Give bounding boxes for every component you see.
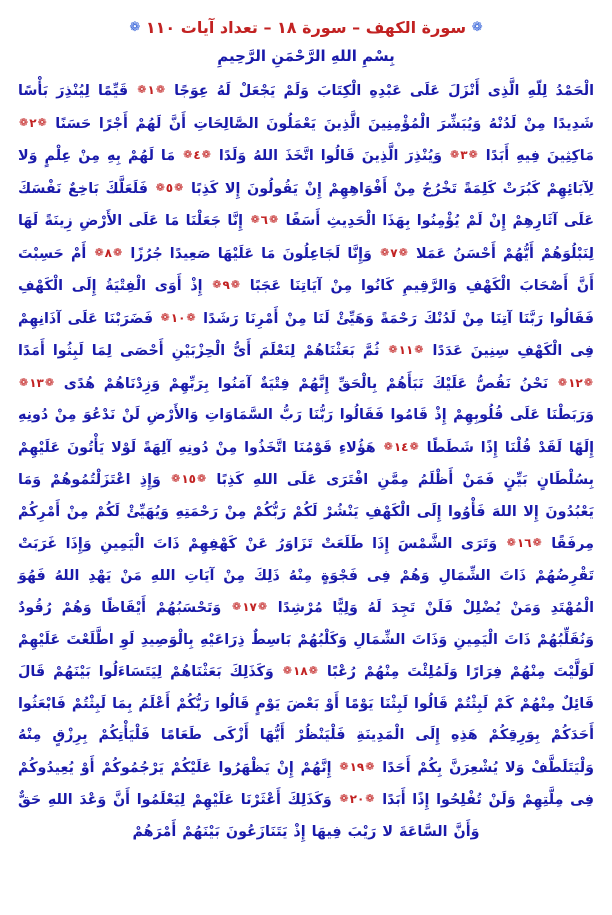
verse-text: قَيِّمًا لِيُنْذِرَ بَأْسًا شَدِيدًا مِنْ لَدُنْهُ وَيُبَشِّرَ الْمُؤْمِنِينَ الَّذِينَ يَعْمَلُونَ الصَّالِحَاتِ أَنَّ لَهُمْ أَجْرًا حَسَنًا bbox=[18, 83, 594, 132]
ayah-number: ١٠ bbox=[170, 310, 186, 325]
ayah-ornament-icon: ❁ bbox=[365, 792, 375, 805]
verse-text: وَتَرَى الشَّمْسَ إِذَا طَلَعَتْ تَزَاوَرُ عَنْ كَهْفِهِمْ ذَاتَ الْيَمِينِ وَإِذَا غَرَبَتْ تَقْرِضُهُمْ ذَاتَ الشِّمَالِ وَهُمْ فِى فَجْوَةٍ مِنْهُ ذَلِكَ مِنْ آيَاتِ اللهِ مَنْ يَهْدِ اللهُ فَهُوَ الْمُهْتَدِ وَمَنْ يُضْلِلْ فَلَنْ تَجِدَ لَهُ وَلِيًّا مُرْشِدًا bbox=[18, 536, 595, 616]
ornament-icon: ❁ bbox=[471, 20, 483, 35]
ayah-ornament-icon: ❁ bbox=[174, 180, 184, 194]
ayah-number: ٢ bbox=[29, 115, 37, 130]
ayah-number-marker bbox=[183, 139, 211, 172]
ayah-ornament-icon: ❁ bbox=[171, 472, 181, 485]
verse-text: وَإِذِ اعْتَزَلْتُمُوهُمْ وَمَا يَعْبُدُونَ إِلا اللهَ فَأْوُوا إِلَى الْكَهْفِ يَنْشُرْ لَكُمْ رَبُّكُمْ مِنْ رَحْمَتِهِ وَيُهَيِّئْ لَكُمْ مِنْ أَمْرِكُمْ مِرفَقًا bbox=[18, 472, 595, 552]
ayah-number-marker bbox=[94, 237, 122, 270]
ayah-ornament-icon: ❁ bbox=[212, 278, 222, 291]
ayah-number: ٣ bbox=[460, 148, 468, 162]
surah-header-text: سورة الكهف – سورة ١٨ – تعداد آيات ١١٠ bbox=[145, 18, 467, 37]
ayah-ornament-icon: ❁ bbox=[37, 115, 47, 129]
ayah-ornament-icon: ❁ bbox=[183, 148, 193, 161]
ayah-number: ٦ bbox=[260, 213, 268, 227]
ayah-ornament-icon: ❁ bbox=[257, 600, 268, 613]
ayah-ornament-icon: ❁ bbox=[94, 245, 104, 259]
ayah-number: ١٦ bbox=[516, 536, 532, 550]
ayah-number: ٨ bbox=[104, 245, 112, 260]
verse-text: أَمْ حَسِبْتَ أَنَّ أَصْحَابَ الْكَهْفِ وَالرَّقِيمِ كَانُوا مِنْ آيَاتِنَا عَجَبًا bbox=[18, 245, 594, 294]
verse-text: وَكَذَلِكَ بَعَثْنَاهُمْ لِيَتَسَاءَلُوا بَيْنَهُمْ قَالَ قَائِلٌ مِنْهُمْ كَمْ لَبِثْتُمْ قَالُوا لَبِثْنَا يَوْمًا أَوْ بَعْضَ يَوْمٍ قَالُوا رَبُّكُمْ أَعْلَمُ بِمَا لَبِثْتُمْ فَابْعَثُوا أَحَدَكُمْ بِوَرِقِكُمْ هَذِهِ إِلَى الْمَدِينَةِ فَلْيَنْظُرْ أَيُّهَا أَزْكَى طَعَامًا فَلْيَأْتِكُمْ بِرِزْقٍ مِنْهُ وَلْيَتَلَطَّفْ وَلا يُشْعِرَنَّ بِكُمْ أَحَدًا bbox=[18, 664, 594, 776]
ayah-ornament-icon: ❁ bbox=[19, 115, 29, 129]
ayah-ornament-icon: ❁ bbox=[468, 148, 478, 161]
ayah-number: ١٤ bbox=[393, 439, 409, 454]
ayah-number-marker bbox=[19, 107, 47, 140]
ayah-ornament-icon: ❁ bbox=[414, 343, 424, 356]
ayah-number: ٢٠ bbox=[349, 792, 365, 806]
ayah-number: ٤ bbox=[193, 148, 201, 162]
verse-text: وَرَبَطْنَا عَلَى قُلُوبِهِمْ إِذْ قَامُوا فَقَالُوا رَبُّنَا رَبُّ السَّمَاوَاتِ وَالأَرْضِ لَنْ نَدْعُوَ مِنْ دُونِهِ إِلَهًا لَقَدْ قُلْنَا إِذًا شَطَطًا bbox=[18, 407, 595, 456]
verse-text: ثُمَّ بَعَثْنَاهُمْ لِنَعْلَمَ أَىُّ الْحِزْبَيْنِ أَحْصَى لِمَا لَبِثُوا أَمَدًا bbox=[18, 343, 380, 359]
ayah-number-marker bbox=[232, 591, 267, 624]
ayah-ornament-icon: ❁ bbox=[532, 536, 542, 549]
ayah-number-marker bbox=[558, 367, 593, 400]
ayah-ornament-icon: ❁ bbox=[339, 759, 349, 773]
ayah-number: ١١ bbox=[398, 343, 414, 357]
ayah-number: ١٥ bbox=[181, 472, 196, 486]
ayah-ornament-icon: ❁ bbox=[201, 148, 211, 161]
ayah-ornament-icon: ❁ bbox=[365, 759, 375, 773]
ayah-ornament-icon: ❁ bbox=[230, 278, 241, 291]
ayah-ornament-icon: ❁ bbox=[186, 310, 196, 324]
ayah-ornament-icon: ❁ bbox=[231, 600, 242, 613]
ayah-ornament-icon: ❁ bbox=[398, 245, 408, 259]
ayah-number: ٩ bbox=[222, 278, 230, 292]
ornament-icon: ❁ bbox=[129, 20, 141, 35]
verse-text: إِنَّهُمْ إِنْ يَظْهَرُوا عَلَيْكُمْ يَرْجُمُوكُمْ أَوْ يُعِيدُوكُمْ فِى مِلَّتِهِمْ وَلَنْ تُفْلِحُوا إِذًا أَبَدًا bbox=[18, 759, 594, 808]
ayah-ornament-icon: ❁ bbox=[339, 792, 349, 805]
ayah-ornament-icon: ❁ bbox=[388, 343, 398, 356]
ayah-ornament-icon: ❁ bbox=[250, 213, 260, 226]
ayah-number-marker bbox=[339, 783, 374, 816]
ayah-number: ١٣ bbox=[29, 375, 44, 390]
verse-text: فَلَعَلَّكَ بَاخِعٌ نَفْسَكَ عَلَى آثَارِهِمْ إِنْ لَمْ يُؤْمِنُوا بِهَذَا الْحَدِيثِ أَسَفًا bbox=[18, 180, 594, 229]
ayah-number-marker bbox=[161, 302, 196, 335]
ayah-ornament-icon: ❁ bbox=[449, 148, 460, 161]
ayah-number-marker bbox=[450, 139, 478, 172]
ayah-number-marker bbox=[19, 367, 54, 400]
ayah-number-marker bbox=[283, 655, 318, 688]
surah-header bbox=[18, 18, 594, 37]
ayah-ornament-icon: ❁ bbox=[409, 439, 419, 453]
verses-container bbox=[18, 75, 594, 848]
ayah-number-marker bbox=[388, 334, 423, 367]
ayah-number-marker bbox=[384, 431, 419, 464]
ayah-number-marker bbox=[339, 751, 374, 784]
ayah-ornament-icon: ❁ bbox=[19, 375, 29, 389]
ayah-number: ١٨ bbox=[293, 664, 308, 678]
ayah-ornament-icon: ❁ bbox=[308, 664, 318, 677]
verse-text: إِنَّا جَعَلْنَا مَا عَلَى الأَرْضِ زِينَةً لَهَا لِنَبْلُوَهُمْ أَيُّهُمْ أَحْسَنُ عَمَلا bbox=[18, 213, 595, 262]
ayah-number-marker bbox=[380, 237, 408, 270]
verse-text: وَتَحْسَبُهُمْ أَيْقَاظًا وَهُمْ رُقُودٌ وَنُقَلِّبُهُمْ ذَاتَ الْيَمِينِ وَذَاتَ الشِّمَالِ وَكَلْبُهُمْ بَاسِطٌ ذِرَاعَيْهِ بِالْوَصِيدِ لَوِ اطَّلَعْتَ عَلَيْهِمْ لَوَلَّيْتَ مِنْهُمْ فِرَارًا وَلَمُلِئْتَ مِنْهُمْ رُعْبًا bbox=[18, 600, 595, 680]
ayah-number-marker bbox=[507, 527, 542, 560]
ayah-number-marker bbox=[171, 463, 206, 496]
verse-text: الْحَمْدُ لِلّهِ الَّذِى أَنْزَلَ عَلَى عَبْدِهِ الْكِتَابَ وَلَمْ يَجْعَلْ لَهُ عِوَجًا bbox=[174, 83, 594, 99]
ayah-ornament-icon: ❁ bbox=[380, 245, 390, 259]
verse-text: وَيُنْذِرَ الَّذِينَ قَالُوا اتَّخَذَ اللهُ وَلَدًا bbox=[218, 148, 442, 164]
verse-text: إِذْ أَوَى الْفِتْيَةُ إِلَى الْكَهْفِ فَقَالُوا رَبَّنَا آتِنَا مِنْ لَدُنْكَ رَحْمَةً وَهَيِّئْ لَنَا مِنْ أَمْرِنَا رَشَدًا bbox=[18, 278, 594, 327]
basmala: بِسْمِ اللهِ الرَّحْمَنِ الرَّحِيمِ bbox=[217, 47, 395, 65]
ayah-number: ١٩ bbox=[349, 759, 365, 774]
ayah-ornament-icon: ❁ bbox=[196, 472, 207, 485]
ayah-ornament-icon: ❁ bbox=[137, 83, 147, 96]
ayah-ornament-icon: ❁ bbox=[160, 310, 170, 324]
ayah-number-marker bbox=[137, 74, 165, 107]
verse-text: هَؤُلاءِ قَوْمُنَا اتَّخَذُوا مِنْ دُونِهِ آلِهَةً لَوْلا يَأْتُونَ عَلَيْهِمْ بِسُلْطَانٍ بَيِّنٍ فَمَنْ أَظْلَمُ مِمَّنِ افْتَرَى عَلَى اللهِ كَذِبًا bbox=[18, 439, 595, 488]
ayah-ornament-icon: ❁ bbox=[44, 375, 55, 389]
ayah-number-marker bbox=[212, 269, 240, 302]
ayah-ornament-icon: ❁ bbox=[155, 180, 165, 194]
ayah-number-marker bbox=[250, 204, 278, 237]
ayah-ornament-icon: ❁ bbox=[282, 664, 292, 677]
ayah-number: ٥ bbox=[165, 180, 174, 195]
ayah-ornament-icon: ❁ bbox=[557, 375, 568, 389]
ayah-number: ١ bbox=[147, 83, 155, 97]
ayah-ornament-icon: ❁ bbox=[113, 245, 123, 259]
verse-text: مَا لَهُمْ بِهِ مِنْ عِلْمٍ وَلا لِآبَائِهِمْ كَبُرَتْ كَلِمَةً تَخْرُجُ مِنْ أَفْوَاهِهِمْ إِنْ يَقُولُونَ إِلا كَذِبًا bbox=[18, 148, 594, 197]
ayah-number: ١٧ bbox=[242, 600, 257, 614]
ayah-ornament-icon: ❁ bbox=[506, 536, 516, 549]
verse-text: مَاكِثِينَ فِيهِ أَبَدًا bbox=[485, 148, 594, 164]
ayah-ornament-icon: ❁ bbox=[155, 83, 166, 96]
ayah-ornament-icon: ❁ bbox=[383, 439, 393, 453]
verse-text: فَضَرَبْنَا عَلَى آذَانِهِمْ فِى الْكَهْفِ سِنِينَ عَدَدًا bbox=[18, 310, 595, 359]
ayah-number: ١٢ bbox=[568, 375, 583, 390]
ayah-ornament-icon: ❁ bbox=[269, 213, 279, 226]
verse-text: وَإِنَّا لَجَاعِلُونَ مَا عَلَيْهَا صَعِيدًا جُرُزًا bbox=[130, 245, 372, 262]
verse-text: وَكَذَلِكَ أَعْثَرْنَا عَلَيْهِمْ لِيَعْلَمُوا أَنَّ وَعْدَ اللهِ حَقٌّ وَأَنَّ السَّاعَةَ لا رَيْبَ فِيهَا إِذْ يَتَنَازَعُونَ بَيْنَهُمْ أَمْرَهُمْ bbox=[18, 792, 480, 840]
ayah-number-marker bbox=[156, 172, 184, 205]
ayah-number: ٧ bbox=[390, 245, 398, 260]
verse-text: نَحْنُ نَقُصُّ عَلَيْكَ نَبَأَهُمْ بِالْحَقِّ إِنَّهُمْ فِتْيَةٌ آمَنُوا بِرَبِّهِمْ وَزِدْنَاهُمْ هُدًى bbox=[63, 375, 549, 392]
ayah-ornament-icon: ❁ bbox=[583, 375, 593, 389]
